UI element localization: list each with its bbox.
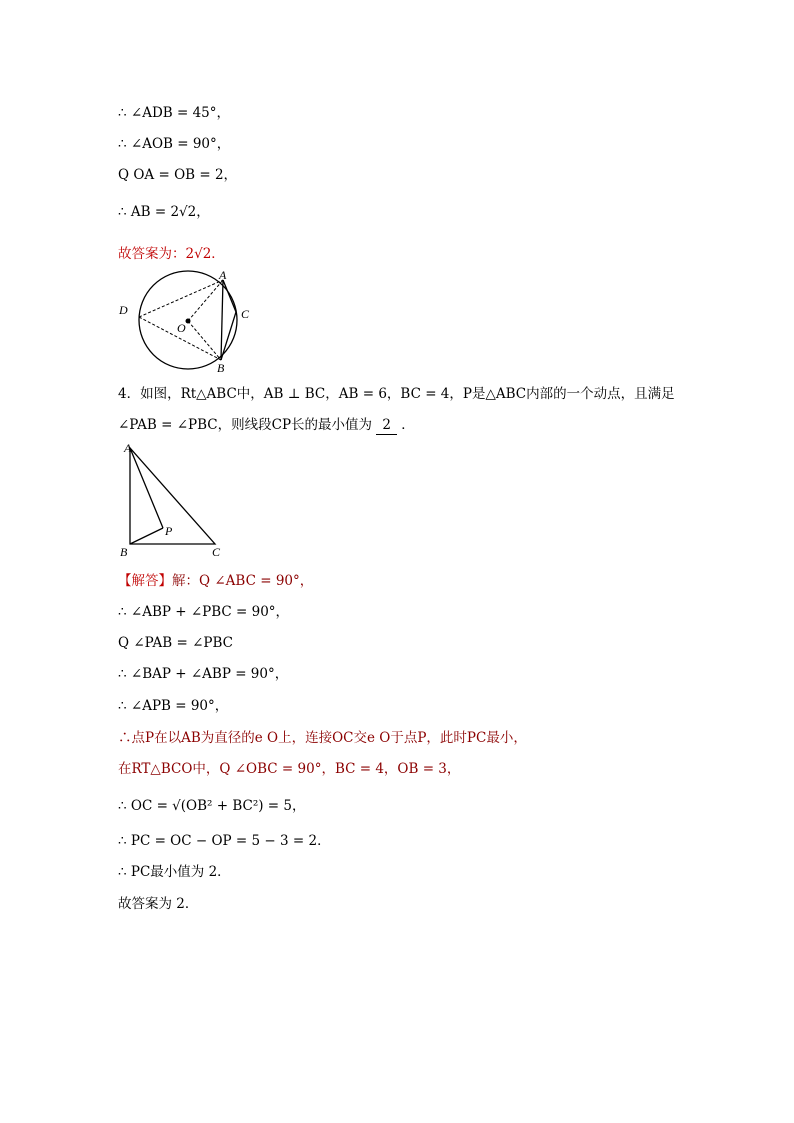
solution-line: ∴ PC最小值为 2． xyxy=(118,864,231,880)
solution-line: ∴ PC = OC − OP = 5 − 3 = 2． xyxy=(118,833,331,849)
dashed-ob xyxy=(188,321,221,360)
question-line xyxy=(118,416,415,435)
solution-line xyxy=(118,572,313,590)
solution-line: ∴ ∠BAP + ∠ABP = 90°， xyxy=(118,666,289,682)
triangle-abc xyxy=(130,448,215,544)
center-dot xyxy=(186,319,191,324)
solution-line: ∴点P在以AB为直径的e O上，连接OC交e O于点P，此时PC最小， xyxy=(118,730,527,746)
question-text: ∠PAB = ∠PBC，则线段CP长的最小值为 xyxy=(118,417,373,433)
chord-ab xyxy=(221,280,223,360)
solution-line: 在RT△BCO中，Q ∠OBC = 90°，BC = 4，OB = 3， xyxy=(118,761,461,777)
solution-line: Q ∠PAB = ∠PBC xyxy=(118,635,233,651)
label-o: O xyxy=(177,321,186,335)
text-line: ∴ AB = 2√2， xyxy=(118,204,210,220)
solution-tag: 【解答】 xyxy=(118,573,172,589)
label-b: B xyxy=(217,361,225,375)
circle-figure xyxy=(115,268,260,376)
text-line: ∴ ∠AOB = 90°， xyxy=(118,136,231,152)
label-c: C xyxy=(241,307,250,321)
label-d: D xyxy=(119,303,128,317)
answer-line: 故答案为：2√2． xyxy=(118,246,225,262)
label-a: A xyxy=(124,441,132,455)
solution-line: ∴ ∠APB = 90°， xyxy=(118,698,229,714)
label-c: C xyxy=(212,545,221,559)
segment-bp xyxy=(130,528,163,544)
segment-ap xyxy=(130,448,163,528)
solution-line: ∴ ∠ABP + ∠PBC = 90°， xyxy=(118,604,290,620)
dashed-da xyxy=(139,280,223,317)
answer-blank: 2 xyxy=(376,416,397,435)
question-end: ． xyxy=(401,417,415,433)
solution-line: ∴ OC = √(OB² + BC²) = 5， xyxy=(118,798,306,814)
label-a: A xyxy=(219,268,227,282)
label-p: P xyxy=(165,524,173,538)
chord-ac xyxy=(223,280,236,312)
text-line: ∴ ∠ADB = 45°， xyxy=(118,105,231,121)
question-line: 4．如图，Rt△ABC中，AB ⊥ BC，AB = 6，BC = 4，P是△ABC内部的一个动点，且满足 xyxy=(118,386,675,402)
triangle-figure xyxy=(116,440,231,562)
final-answer-line: 故答案为 2． xyxy=(118,896,199,912)
text-line: Q OA = OB = 2， xyxy=(118,167,238,183)
label-b: B xyxy=(120,545,128,559)
dashed-oa xyxy=(188,280,223,321)
solution-first: 解：Q ∠ABC = 90°， xyxy=(172,573,314,589)
